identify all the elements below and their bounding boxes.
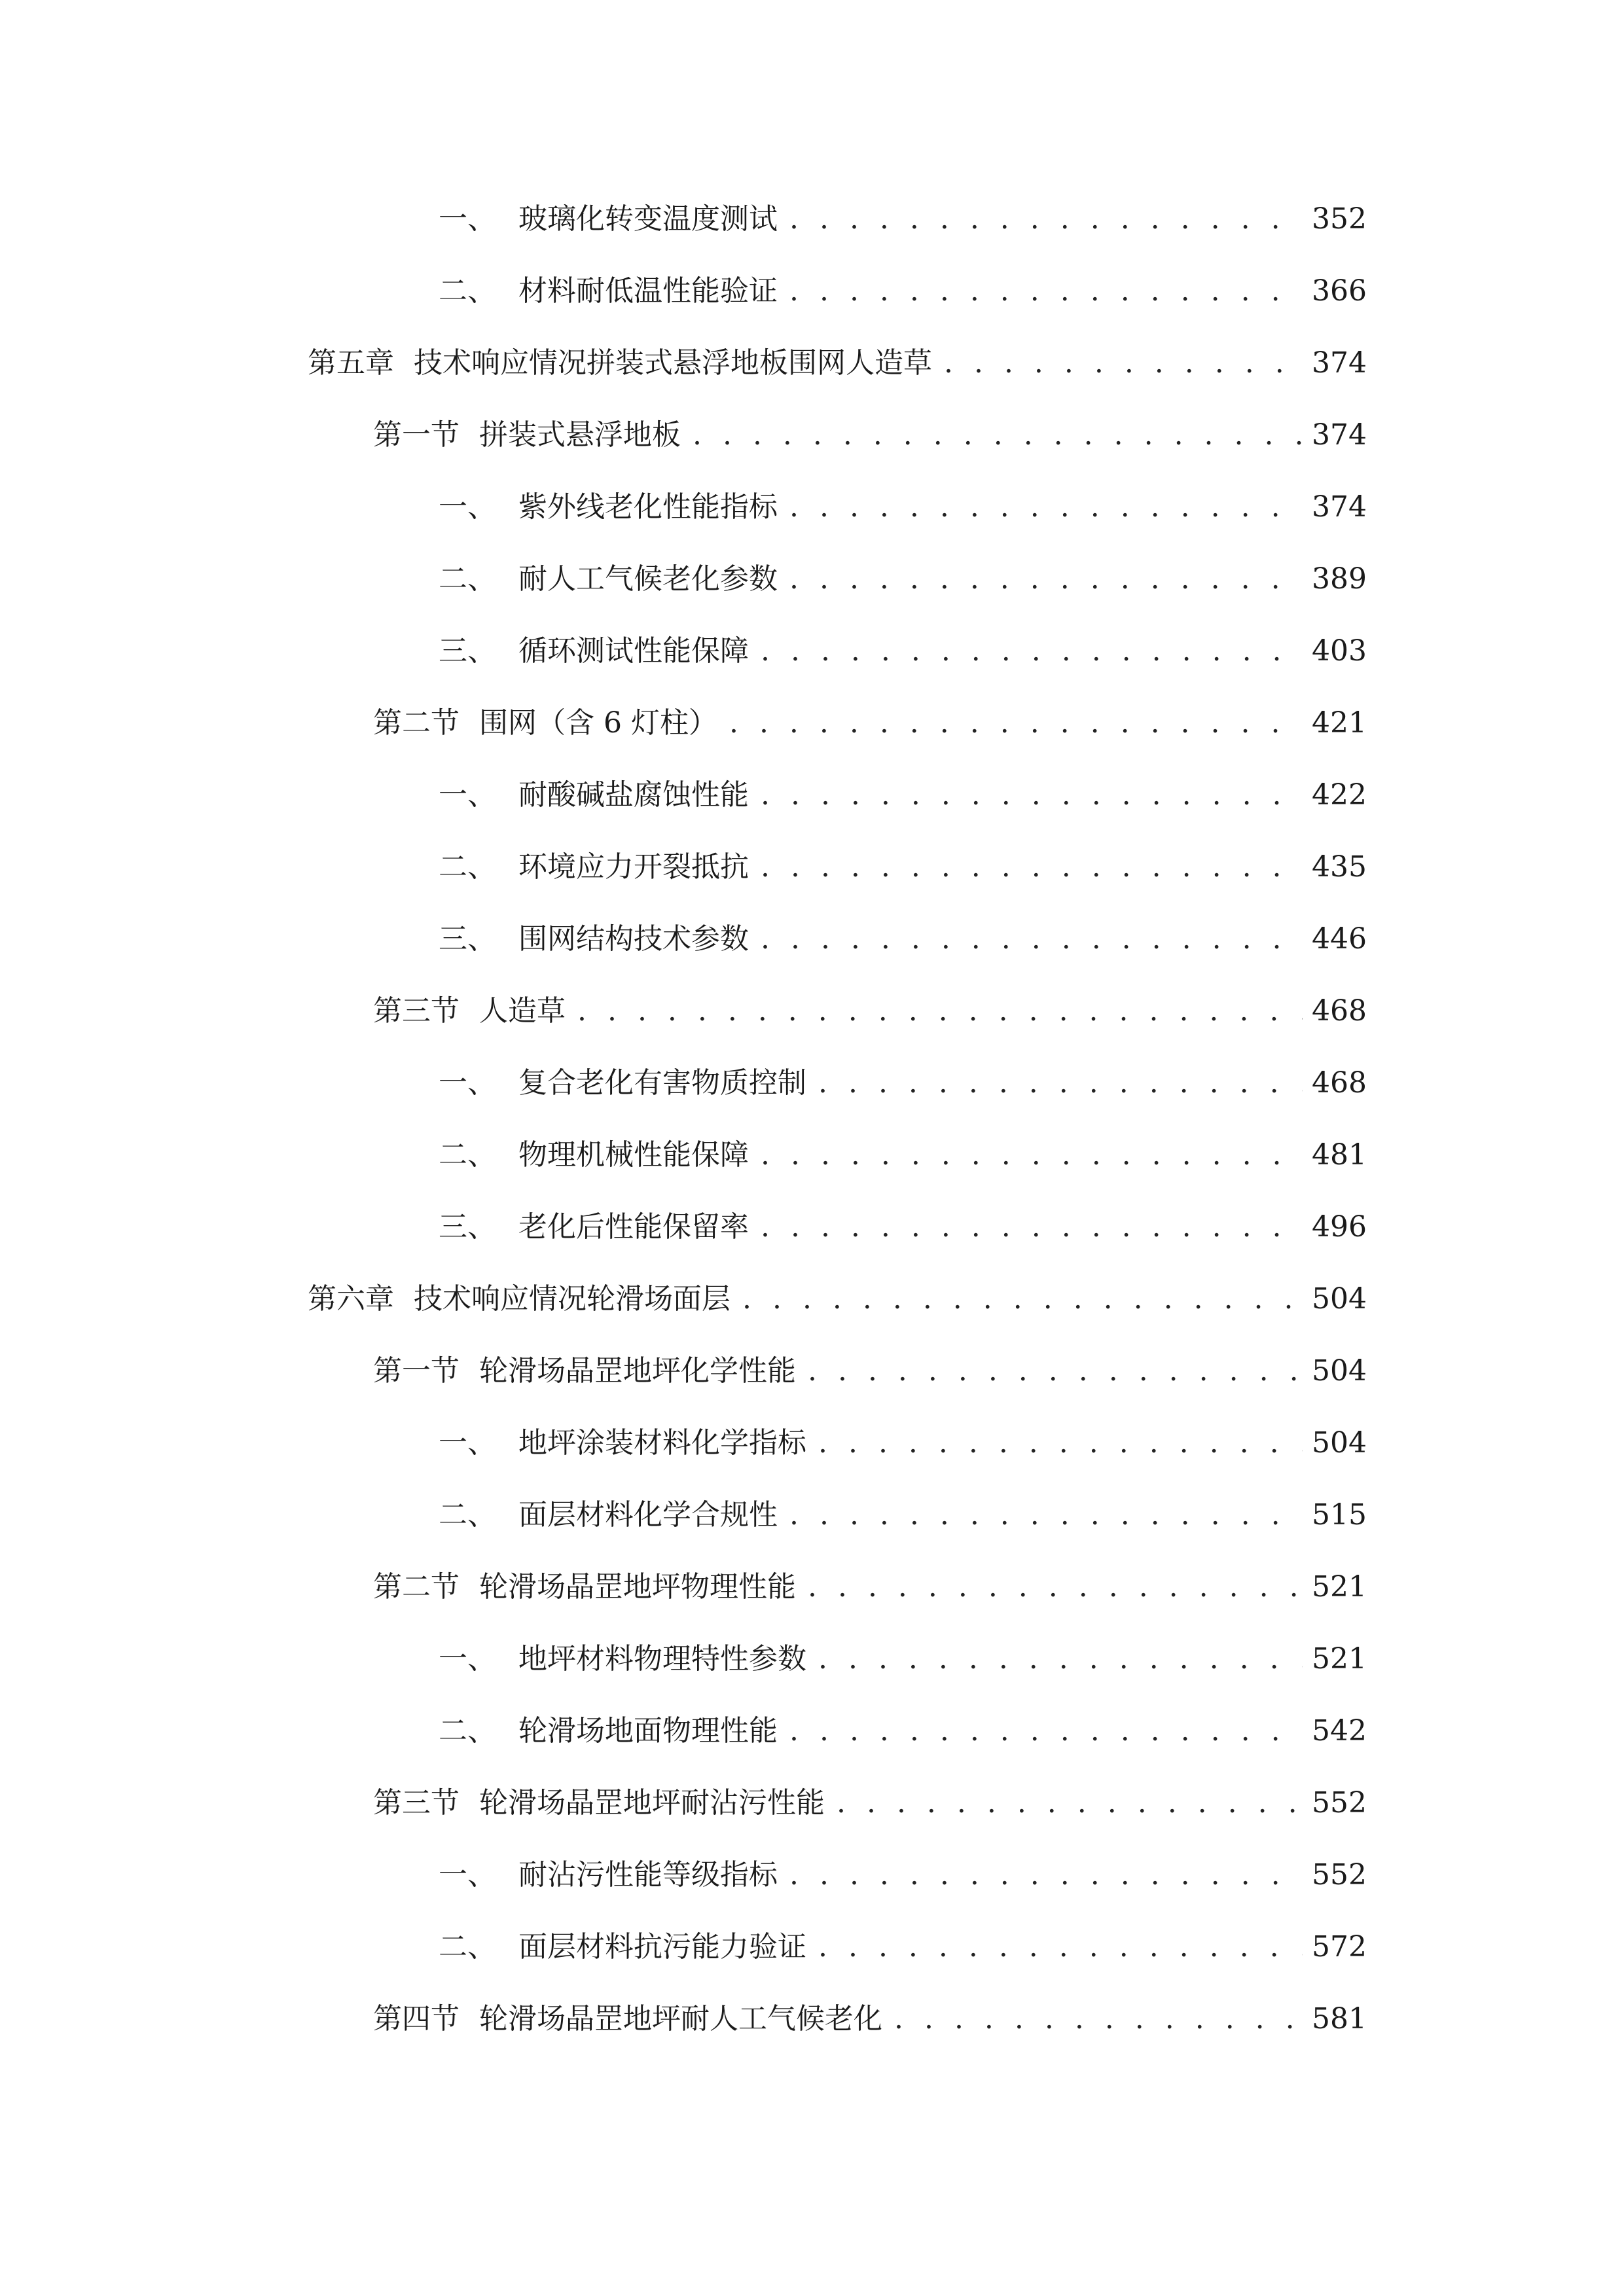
toc-entry[interactable] <box>439 193 1367 245</box>
toc-entry-page: 468 <box>1312 994 1367 1028</box>
toc-entry-page: 515 <box>1312 1498 1367 1532</box>
toc-entry[interactable] <box>439 1057 1367 1109</box>
toc-entry[interactable] <box>439 1633 1367 1685</box>
toc-entry-title: 物理机械性能保障 <box>518 1138 749 1172</box>
toc-section-number: 第二节 <box>373 1570 460 1604</box>
dot-leader <box>789 1489 1303 1541</box>
toc-entry-number: 三、 <box>439 1210 496 1244</box>
toc-section-title: 围网（含 6 灯柱） <box>479 706 717 740</box>
toc-entry-page: 435 <box>1312 850 1367 884</box>
toc-entry-title: 地坪材料物理特性参数 <box>518 1642 806 1676</box>
toc-entry-page: 422 <box>1312 778 1367 812</box>
toc-entry-page: 374 <box>1312 346 1367 380</box>
toc-section-entry[interactable] <box>373 1993 1367 2045</box>
toc-section-entry[interactable] <box>373 409 1367 461</box>
toc-section-number: 第三节 <box>373 1786 460 1820</box>
dot-leader <box>808 1345 1303 1397</box>
toc-entry-page: 504 <box>1312 1282 1367 1316</box>
toc-entry-number: 一、 <box>439 202 496 236</box>
dot-leader <box>789 1705 1303 1757</box>
toc-entry-number: 一、 <box>439 1858 496 1892</box>
toc-entry-number: 二、 <box>439 1498 496 1532</box>
dot-leader <box>818 1921 1303 1973</box>
toc-chapter-title: 技术响应情况拼装式悬浮地板围网人造草 <box>414 346 932 380</box>
dot-leader <box>761 1129 1303 1181</box>
toc-entry[interactable] <box>439 1705 1367 1757</box>
toc-entry-title: 耐酸碱盐腐蚀性能 <box>518 778 749 812</box>
toc-section-title: 人造草 <box>479 994 566 1028</box>
toc-section-number: 第三节 <box>373 994 460 1028</box>
toc-entry-number: 一、 <box>439 778 496 812</box>
toc-entry-title: 面层材料抗污能力验证 <box>518 1930 806 1964</box>
toc-entry-page: 581 <box>1312 2002 1367 2036</box>
toc-section-number: 第四节 <box>373 2002 460 2036</box>
toc-entry-page: 504 <box>1312 1354 1367 1388</box>
dot-leader <box>894 1993 1303 2045</box>
toc-section-title: 轮滑场晶罡地坪耐人工气候老化 <box>479 2002 882 2036</box>
toc-section-title: 拼装式悬浮地板 <box>479 418 681 452</box>
toc-entry-page: 521 <box>1312 1642 1367 1676</box>
toc-entry-page: 352 <box>1312 202 1367 236</box>
toc-chapter-entry[interactable] <box>308 1273 1367 1325</box>
toc-entry-page: 374 <box>1312 418 1367 452</box>
toc-chapter-title: 技术响应情况轮滑场面层 <box>414 1282 731 1316</box>
toc-entry-number: 二、 <box>439 274 496 308</box>
toc-chapter-number: 第六章 <box>308 1282 394 1316</box>
toc-entry-title: 地坪涂装材料化学指标 <box>518 1426 806 1460</box>
toc-entry-page: 374 <box>1312 490 1367 524</box>
toc-entry[interactable] <box>439 1921 1367 1973</box>
toc-entry[interactable] <box>439 265 1367 317</box>
dot-leader <box>837 1777 1303 1829</box>
dot-leader <box>761 1201 1303 1253</box>
toc-entry[interactable] <box>439 1129 1367 1181</box>
dot-leader <box>808 1561 1303 1613</box>
toc-entry-title: 复合老化有害物质控制 <box>518 1066 806 1100</box>
toc-entry-title: 耐人工气候老化参数 <box>518 562 778 596</box>
toc-entry-number: 二、 <box>439 1930 496 1964</box>
dot-leader <box>789 265 1303 317</box>
toc-entry[interactable] <box>439 913 1367 965</box>
toc-chapter-entry[interactable] <box>308 337 1367 389</box>
toc-section-title: 轮滑场晶罡地坪物理性能 <box>479 1570 796 1604</box>
dot-leader <box>742 1273 1303 1325</box>
toc-entry-number: 二、 <box>439 562 496 596</box>
toc-entry-page: 521 <box>1312 1570 1367 1604</box>
toc-entry-page: 504 <box>1312 1426 1367 1460</box>
toc-entry-title: 老化后性能保留率 <box>518 1210 749 1244</box>
toc-entry-page: 542 <box>1312 1714 1367 1748</box>
toc-entry-title: 围网结构技术参数 <box>518 922 749 956</box>
toc-entry-title: 紫外线老化性能指标 <box>518 490 778 524</box>
toc-entry-page: 572 <box>1312 1930 1367 1964</box>
dot-leader <box>818 1633 1303 1685</box>
dot-leader <box>818 1417 1303 1469</box>
dot-leader <box>761 769 1303 821</box>
toc-entry-page: 366 <box>1312 274 1367 308</box>
toc-entry-number: 一、 <box>439 1642 496 1676</box>
toc-entry-title: 玻璃化转变温度测试 <box>518 202 778 236</box>
toc-entry-number: 二、 <box>439 1714 496 1748</box>
toc-entry[interactable] <box>439 1201 1367 1253</box>
toc-entry-number: 三、 <box>439 634 496 668</box>
toc-section-entry[interactable] <box>373 1345 1367 1397</box>
toc-entry-title: 环境应力开裂抵抗 <box>518 850 749 884</box>
toc-entry-page: 389 <box>1312 562 1367 596</box>
dot-leader <box>761 913 1303 965</box>
toc-entry-page: 481 <box>1312 1138 1367 1172</box>
toc-entry-number: 一、 <box>439 1066 496 1100</box>
toc-entry[interactable] <box>439 769 1367 821</box>
toc-section-entry[interactable] <box>373 985 1367 1037</box>
toc-entry-title: 轮滑场地面物理性能 <box>518 1714 778 1748</box>
toc-entry-page: 403 <box>1312 634 1367 668</box>
toc-entry[interactable] <box>439 1417 1367 1469</box>
dot-leader <box>818 1057 1303 1109</box>
toc-section-number: 第一节 <box>373 1354 460 1388</box>
toc-entry-number: 一、 <box>439 490 496 524</box>
toc-section-entry[interactable] <box>373 1561 1367 1613</box>
toc-entry-title: 耐沾污性能等级指标 <box>518 1858 778 1892</box>
toc-chapter-number: 第五章 <box>308 346 394 380</box>
toc-entry-number: 二、 <box>439 1138 496 1172</box>
dot-leader <box>693 409 1303 461</box>
toc-entry[interactable] <box>439 481 1367 533</box>
toc-entry-page: 496 <box>1312 1210 1367 1244</box>
toc-entry-page: 552 <box>1312 1786 1367 1820</box>
toc-section-title: 轮滑场晶罡地坪化学性能 <box>479 1354 796 1388</box>
toc-entry-page: 468 <box>1312 1066 1367 1100</box>
toc-section-entry[interactable] <box>373 1777 1367 1829</box>
dot-leader <box>789 553 1303 605</box>
toc-entry-number: 三、 <box>439 922 496 956</box>
dot-leader <box>729 697 1303 749</box>
dot-leader <box>789 481 1303 533</box>
toc-entry[interactable] <box>439 841 1367 893</box>
toc-entry-page: 421 <box>1312 706 1367 740</box>
toc-entry-number: 二、 <box>439 850 496 884</box>
toc-section-entry[interactable] <box>373 697 1367 749</box>
toc-entry[interactable] <box>439 625 1367 677</box>
toc-section-number: 第二节 <box>373 706 460 740</box>
dot-leader <box>789 1849 1303 1901</box>
toc-entry-number: 一、 <box>439 1426 496 1460</box>
dot-leader <box>789 193 1303 245</box>
toc-entry-title: 面层材料化学合规性 <box>518 1498 778 1532</box>
dot-leader <box>577 985 1303 1037</box>
toc-section-title: 轮滑场晶罡地坪耐沾污性能 <box>479 1786 825 1820</box>
toc-entry[interactable] <box>439 1489 1367 1541</box>
dot-leader <box>944 337 1303 389</box>
toc-entry-title: 材料耐低温性能验证 <box>518 274 778 308</box>
toc-entry-page: 552 <box>1312 1858 1367 1892</box>
dot-leader <box>761 625 1303 677</box>
toc-entry[interactable] <box>439 553 1367 605</box>
dot-leader <box>761 841 1303 893</box>
toc-entry[interactable] <box>439 1849 1367 1901</box>
toc-entry-page: 446 <box>1312 922 1367 956</box>
toc-entry-title: 循环测试性能保障 <box>518 634 749 668</box>
toc-section-number: 第一节 <box>373 418 460 452</box>
